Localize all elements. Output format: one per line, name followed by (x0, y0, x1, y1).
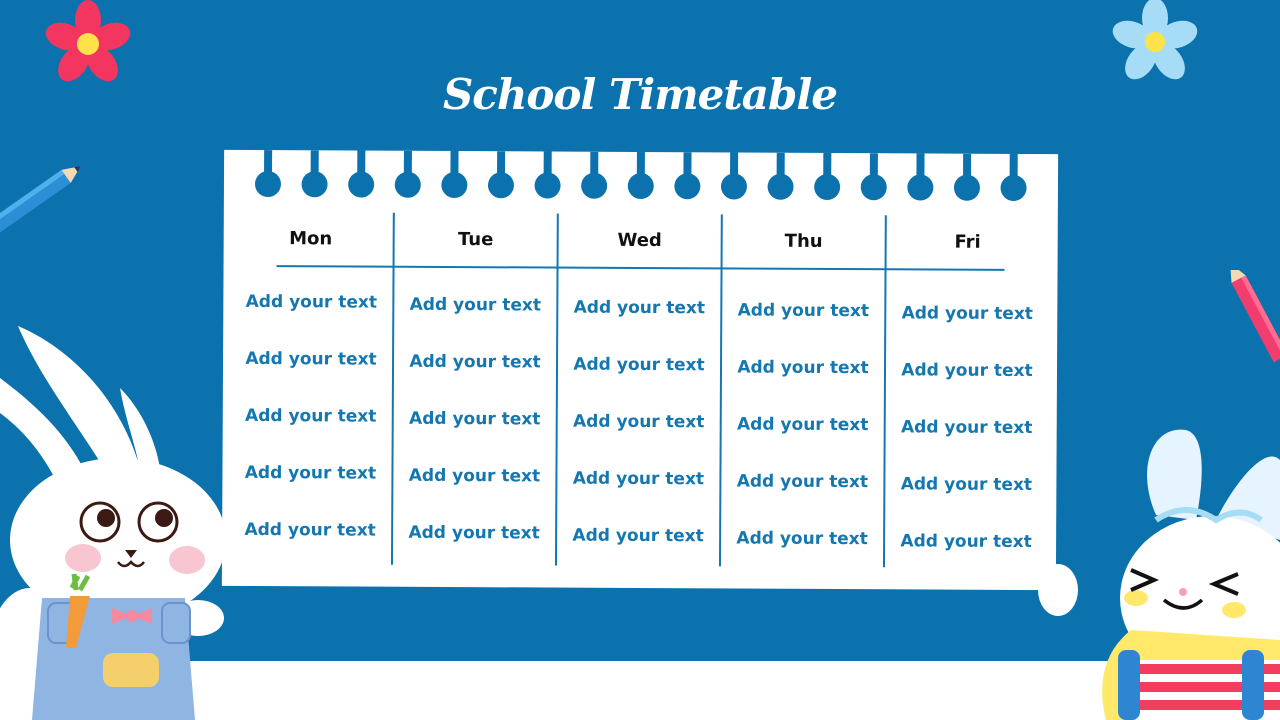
timetable-cell[interactable]: Add your text (900, 417, 1033, 439)
timetable-cell[interactable]: Add your text (573, 411, 705, 433)
timetable-cell[interactable]: Add your text (245, 405, 377, 427)
timetable-cell[interactable]: Add your text (573, 354, 705, 376)
timetable-cell[interactable]: Add your text (736, 414, 869, 436)
bunny-left-illustration (0, 318, 232, 720)
day-header-tue: Tue (457, 229, 494, 251)
timetable-cell[interactable]: Add your text (409, 408, 541, 430)
page-title: School Timetable (442, 70, 838, 119)
timetable-cell[interactable]: Add your text (244, 462, 377, 484)
timetable-cell[interactable]: Add your text (737, 357, 869, 379)
timetable-cell[interactable]: Add your text (245, 291, 378, 313)
timetable-cell[interactable]: Add your text (245, 348, 377, 370)
bunny-right-illustration (1036, 420, 1280, 720)
timetable-cell[interactable]: Add your text (572, 525, 704, 547)
pink-pencil-icon (1230, 270, 1280, 370)
timetable-cell[interactable]: Add your text (736, 471, 869, 493)
timetable-cell[interactable]: Add your text (572, 468, 705, 490)
blue-pencil-icon (0, 145, 90, 235)
day-header-fri: Fri (954, 231, 981, 253)
timetable-cell[interactable]: Add your text (736, 528, 868, 550)
timetable-sheet (222, 150, 1058, 590)
timetable-cell[interactable]: Add your text (901, 360, 1033, 382)
day-header-wed: Wed (617, 229, 662, 252)
timetable-cell[interactable]: Add your text (244, 519, 376, 541)
timetable-cell[interactable]: Add your text (573, 297, 706, 319)
timetable-cell[interactable]: Add your text (900, 531, 1032, 553)
timetable-cell[interactable]: Add your text (901, 303, 1034, 325)
timetable-cell[interactable]: Add your text (409, 294, 542, 316)
day-header-thu: Thu (784, 230, 823, 252)
timetable-cell[interactable]: Add your text (408, 465, 541, 487)
timetable-cell[interactable]: Add your text (900, 474, 1033, 496)
timetable-cell[interactable]: Add your text (408, 522, 540, 544)
day-header-mon: Mon (289, 228, 333, 250)
timetable-cell[interactable]: Add your text (409, 351, 541, 373)
timetable-cell[interactable]: Add your text (737, 300, 870, 322)
